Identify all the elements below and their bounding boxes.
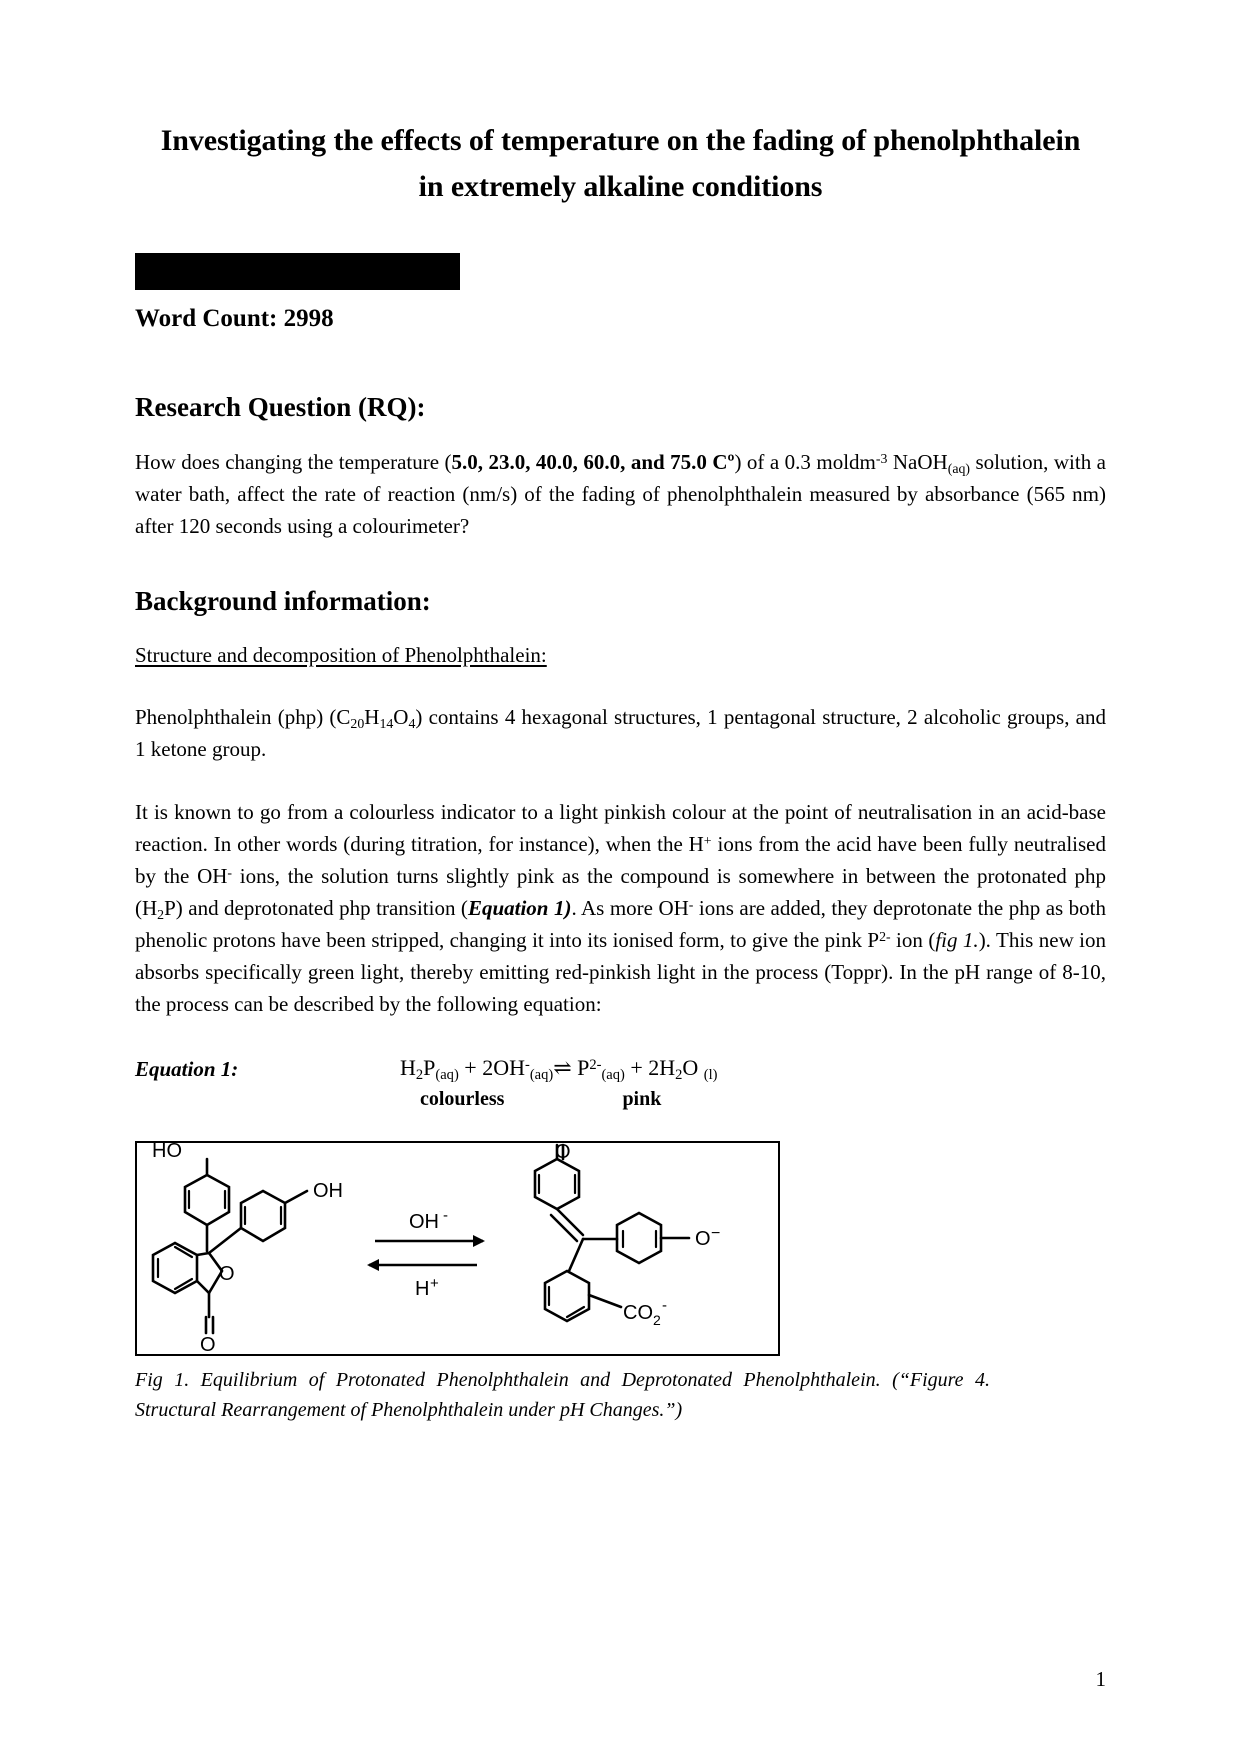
- svg-text:O: O: [200, 1333, 216, 1354]
- svg-text:-: -: [662, 1296, 667, 1314]
- word-count: Word Count: 2998: [135, 305, 334, 333]
- phenolphthalein-equilibrium-diagram: [137, 1140, 778, 1354]
- redacted-author-block: [135, 253, 460, 290]
- figure-1-reference: fig 1.: [935, 928, 979, 953]
- equation-1-label: Equation 1:: [135, 1056, 239, 1081]
- eq-rhs-p-state: (aq): [601, 1066, 625, 1083]
- eq-plus-2: + 2H: [624, 1054, 676, 1080]
- background-heading: Background information:: [135, 586, 431, 617]
- rq-temperatures: 5.0, 23.0, 40.0, 60.0, and 75.0 Cº: [451, 450, 735, 475]
- p2-sup-minus-1: -: [227, 865, 233, 881]
- php-pre-formula: Phenolphthalein (php) (C: [135, 704, 351, 729]
- equation-1-block: [135, 1055, 1106, 1127]
- eq-p-state: (aq): [435, 1066, 459, 1083]
- rq-part-2: ) of a 0.3 moldm: [734, 450, 876, 475]
- figure-1-image: [135, 1141, 780, 1356]
- page-title: Investigating the effects of temperature on the fading of phenolphthalein in extremely alkaline conditions: [160, 124, 1081, 203]
- p2-s6: ions are added, they deprotonate the php as both phenolic protons have been stripped, changing it into its ionised form, to give the pink P: [135, 896, 1107, 953]
- php-post-formula: ) contains 4 hexagonal structures, 1 pentagonal structure, 2 alcoholic groups, and 1 ketone group.: [135, 704, 1107, 761]
- eq-rhs-p-charge: 2-: [589, 1056, 602, 1073]
- php-mid-h: H: [364, 704, 380, 729]
- ketone-oxygen-label: O: [555, 1140, 571, 1163]
- p2-s1: It is known to go from a colourless indicator to a light pinkish colour at the point of neutralisation in an acid-base reaction. In other words (during titration, for instance), when the H: [135, 800, 1106, 857]
- eq-oh-charge: -: [524, 1056, 530, 1073]
- p2-s3: ions, the solution turns slightly pink as the compound is somewhere in between the protonated php (H: [135, 864, 1106, 921]
- svg-text:2: 2: [653, 1311, 661, 1328]
- rq-concentration-exponent: -3: [875, 451, 888, 467]
- p2-sup-plus: +: [703, 833, 712, 849]
- rq-part-1: How does changing the temperature (: [135, 450, 452, 475]
- p2-sub-2: 2: [157, 907, 165, 923]
- rq-part-4: solution, with a water bath, affect the rate of reaction (nm/s) of the fading of phenolphthalein measured by absorbance (565 nm) after 120 seconds using a colourimeter?: [135, 450, 1106, 539]
- php-sub-14: 14: [379, 715, 394, 731]
- phenolphthalein-colour-paragraph: [135, 797, 1106, 1020]
- svg-text:+: +: [430, 1274, 439, 1292]
- svg-text:OH: OH: [313, 1179, 343, 1202]
- page-number: 1: [1095, 1667, 1106, 1691]
- svg-text:−: −: [711, 1224, 721, 1242]
- svg-text:O: O: [695, 1227, 711, 1250]
- svg-text:CO: CO: [623, 1301, 653, 1324]
- equation-1-formula: [400, 1055, 718, 1084]
- p2-s5: . As more OH: [571, 896, 689, 921]
- rq-naoh-state: (aq): [947, 461, 971, 477]
- p2-s4: P) and deprotonated php transition (: [164, 896, 468, 921]
- php-sub-4: 4: [408, 715, 416, 731]
- svg-text:OH: OH: [409, 1210, 439, 1233]
- svg-text:-: -: [443, 1206, 448, 1224]
- eq-rhs-p: P: [571, 1054, 590, 1080]
- svg-text:HO: HO: [152, 1142, 182, 1162]
- p2-s8: ). This new ion absorbs specifically green light, thereby emitting red-pinkish light in the process (Toppr). In the pH range of 8-10, the process can be described by the following equation:: [135, 928, 1107, 1016]
- p2-sup-minus-2: -: [688, 897, 694, 913]
- research-question-text: [135, 447, 1106, 543]
- eq-p: P: [423, 1054, 436, 1080]
- equation-1-state-labels: [420, 1088, 661, 1111]
- state-pink: pink: [622, 1087, 662, 1110]
- p2-sup-2minus: 2-: [879, 929, 891, 945]
- p2-s2: ions from the acid have been fully neutralised by the OH: [135, 832, 1106, 889]
- figure-1-caption: Fig 1. Equilibrium of Protonated Phenolphthalein and Deprotonated Phenolphthalein. (“Figure 4. Structural Rearrangement of Phenolphthalein under pH Changes.”): [135, 1368, 990, 1421]
- state-colourless: colourless: [420, 1087, 505, 1110]
- svg-text:O: O: [219, 1262, 235, 1285]
- equation-1-reference: Equation 1): [467, 896, 572, 921]
- eq-h-sub: 2: [415, 1066, 424, 1083]
- eq-oh-state: (aq): [529, 1066, 554, 1083]
- eq-water-sub: 2: [675, 1066, 683, 1083]
- eq-water-state: (l): [703, 1066, 718, 1083]
- phenolphthalein-structure-paragraph: [135, 702, 1106, 766]
- svg-text:H: H: [415, 1277, 430, 1300]
- php-sub-20: 20: [350, 715, 365, 731]
- background-subheading: Structure and decomposition of Phenolphthalein:: [135, 643, 547, 668]
- eq-water-o: O: [682, 1054, 704, 1080]
- eq-equilibrium-arrow: ⇌: [553, 1054, 572, 1080]
- rq-part-3: NaOH: [887, 450, 948, 475]
- eq-plus-1: + 2OH: [458, 1054, 525, 1080]
- research-question-heading: Research Question (RQ):: [135, 392, 426, 423]
- p2-s7: ion (: [890, 928, 936, 953]
- eq-h: H: [400, 1054, 416, 1080]
- php-mid-o: O: [393, 704, 409, 729]
